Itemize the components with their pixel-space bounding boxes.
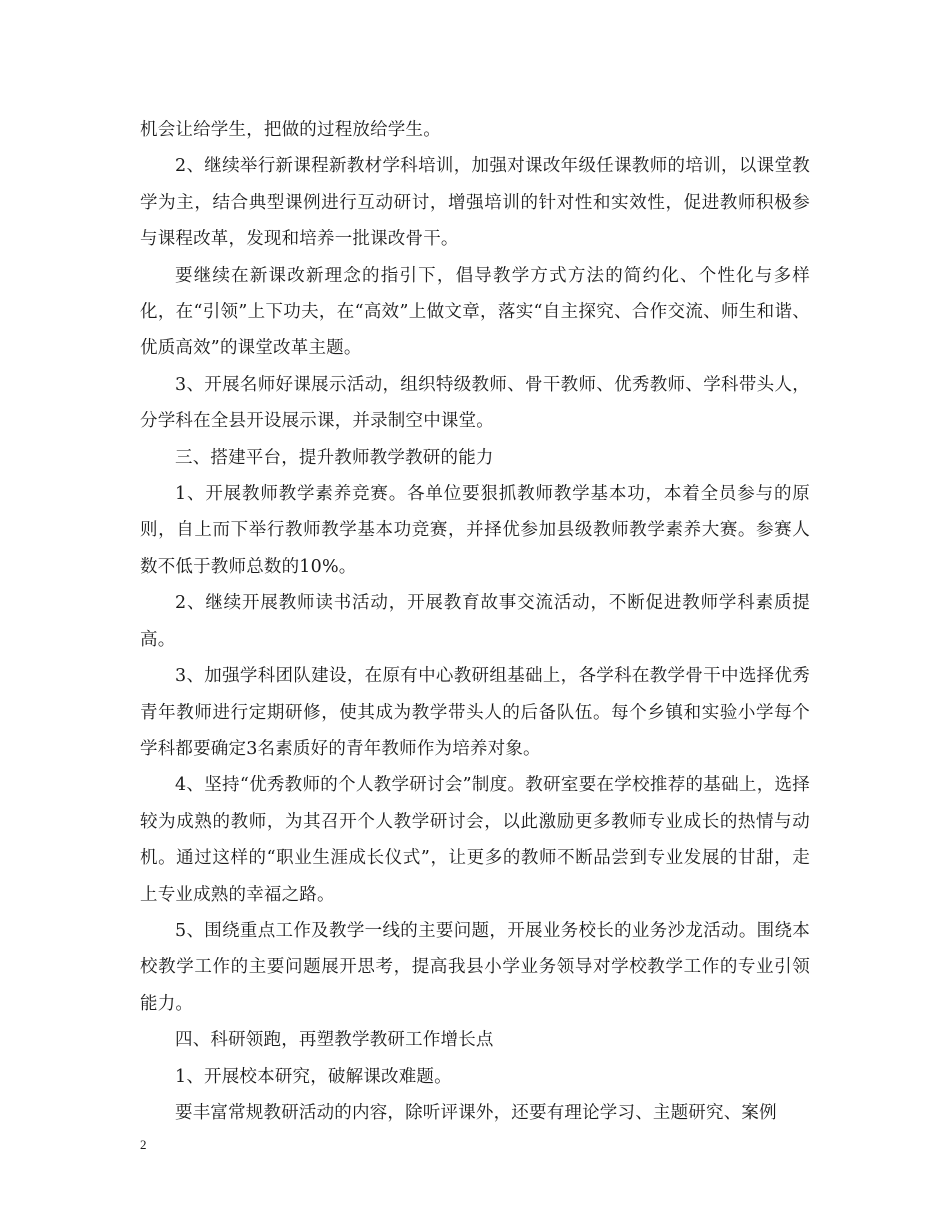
page-number: 2 bbox=[140, 1137, 147, 1152]
paragraph-6: 1、开展教师教学素养竞赛。各单位要狠抓教师教学基本功，本着全员参与的原则，自上而下举行教师教学基本功竞赛，并择优参加县级教师教学素养大赛。参赛人数不低于教师总数的10%。 bbox=[140, 484, 810, 577]
paragraph-1: 机会让给学生，把做的过程放给学生。 bbox=[140, 120, 441, 140]
paragraph-13: 要丰富常规教研活动的内容，除听评课外，还要有理论学习、主题研究、案例 bbox=[175, 1102, 777, 1123]
paragraph-10: 5、围绕重点工作及教学一线的主要问题，开展业务校长的业务沙龙活动。围绕本校教学工作的主要问题展开思考，提高我县小学业务领导对学校教学工作的专业引领能力。 bbox=[140, 920, 810, 1014]
paragraph-4: 3、开展名师好课展示活动，组织特级教师、骨干教师、优秀教师、学科带头人，分学科在全县开设展示课，并录制空中课堂。 bbox=[140, 374, 810, 432]
paragraph-7: 2、继续开展教师读书活动，开展教育故事交流活动，不断促进教师学科素质提高。 bbox=[140, 593, 810, 650]
paragraph-9: 4、坚持“优秀教师的个人教学研讨会”制度。教研室要在学校推荐的基础上，选择较为成熟的教师，为其召开个人教学研讨会，以此激励更多教师专业成长的热情与动机。通过这样的“职业生涯成长仪式”，让更多的教师不断品尝到专业发展的甘甜，走上专业成熟的幸福之路。 bbox=[140, 775, 810, 905]
document-body bbox=[140, 112, 810, 1131]
section-heading-3: 三、搭建平台，提升教师教学教研的能力 bbox=[175, 447, 494, 468]
paragraph-8: 3、加强学科团队建设，在原有中心教研组基础上，各学科在教学骨干中选择优秀青年教师进行定期研修，使其成为教学带头人的后备队伍。每个乡镇和实验小学每个学科都要确定3名素质好的青年教师作为培养对象。 bbox=[140, 666, 810, 759]
paragraph-12: 1、开展校本研究，破解课改难题。 bbox=[175, 1066, 452, 1087]
section-heading-4: 四、科研领跑，再塑教学教研工作增长点 bbox=[175, 1030, 494, 1051]
paragraph-3: 要继续在新课改新理念的指引下，倡导教学方式方法的简约化、个性化与多样化，在“引领”上下功夫，在“高效”上做文章，落实“自主探究、合作交流、师生和谐、优质高效”的课堂改革主题。 bbox=[140, 265, 810, 359]
paragraph-2: 2、继续举行新课程新教材学科培训，加强对课改年级任课教师的培训，以课堂教学为主，结合典型课例进行互动研讨，增强培训的针对性和实效性，促进教师积极参与课程改革，发现和培养一批课改骨干。 bbox=[140, 156, 810, 250]
